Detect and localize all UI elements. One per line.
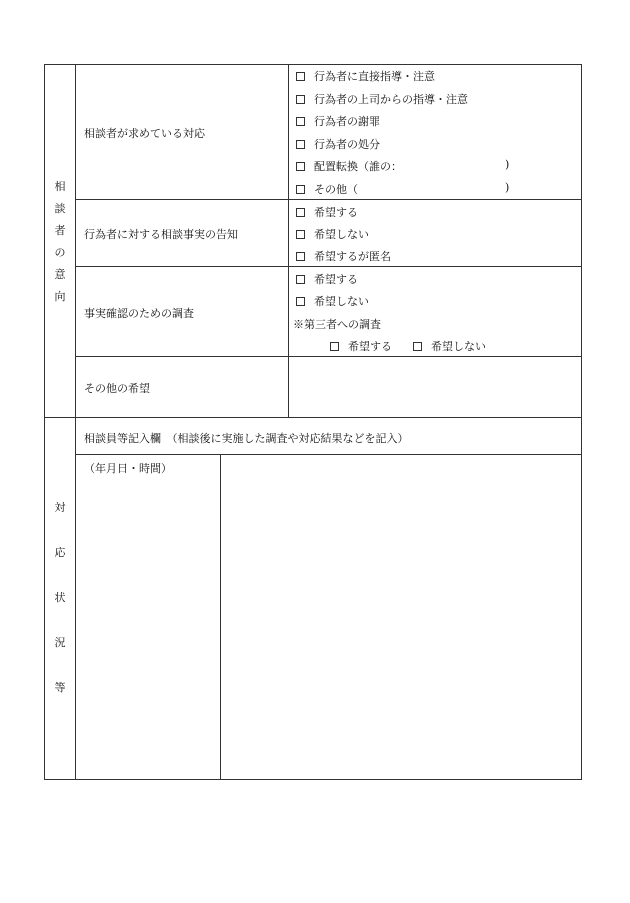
counselor-notes-header: 相談員等記入欄 （相談後に実施した調査や対応結果などを記入） — [84, 432, 409, 445]
vchar: 相 — [54, 180, 66, 193]
date-time-field[interactable] — [76, 476, 219, 777]
notify-offender-label: 行為者に対する相談事実の告知 — [84, 228, 238, 241]
checkbox[interactable] — [296, 208, 305, 217]
checkbox[interactable] — [296, 230, 305, 239]
checkbox[interactable] — [330, 342, 339, 351]
other-close-paren: ) — [505, 181, 510, 194]
option-reassignment[interactable]: 配置転換（誰の： — [296, 158, 402, 174]
row-divider-2 — [75, 266, 581, 267]
checkbox[interactable] — [296, 72, 305, 81]
investigation-label: 事実確認のための調査 — [84, 307, 194, 320]
response-status-label — [54, 502, 66, 693]
checkbox[interactable] — [296, 140, 305, 149]
checkbox[interactable] — [296, 117, 305, 126]
checkbox[interactable] — [413, 342, 422, 351]
third-party-option-yes[interactable]: 希望する — [330, 338, 392, 354]
option-apology[interactable]: 行為者の謝罪 — [296, 113, 380, 129]
other-wishes-field[interactable] — [289, 357, 580, 416]
checkbox[interactable] — [296, 95, 305, 104]
vchar: 対 — [54, 501, 66, 514]
vchar: 者 — [54, 224, 66, 237]
response-notes-field[interactable] — [221, 455, 579, 777]
row-divider-1 — [75, 199, 581, 200]
section-divider — [44, 417, 581, 418]
checkbox[interactable] — [296, 252, 305, 261]
vchar: の — [54, 246, 66, 259]
option-disciplinary[interactable]: 行為者の処分 — [296, 136, 380, 152]
requested-response-label: 相談者が求めている対応 — [84, 127, 205, 140]
vchar: 談 — [54, 202, 66, 215]
notify-option-yes[interactable]: 希望する — [296, 204, 358, 220]
notify-option-no[interactable]: 希望しない — [296, 226, 369, 242]
vchar: 応 — [54, 546, 66, 559]
option-supervisor-guidance[interactable]: 行為者の上司からの指導・注意 — [296, 91, 468, 107]
vchar: 意 — [54, 268, 66, 281]
vchar: 況 — [54, 636, 66, 649]
vchar: 状 — [54, 591, 66, 604]
vchar: 向 — [54, 290, 66, 303]
checkbox[interactable] — [296, 162, 305, 171]
other-wishes-label: その他の希望 — [84, 382, 150, 395]
checkbox[interactable] — [296, 185, 305, 194]
vchar: 等 — [54, 681, 66, 694]
investigation-option-no[interactable]: 希望しない — [296, 293, 369, 309]
reassignment-close-paren: ) — [505, 158, 510, 171]
third-party-note: ※第三者への調査 — [293, 318, 381, 331]
third-party-option-no[interactable]: 希望しない — [413, 338, 486, 354]
date-time-label: （年月日・時間） — [84, 462, 172, 475]
checkbox[interactable] — [296, 297, 305, 306]
option-other[interactable]: その他（ — [296, 181, 358, 197]
notify-option-anonymous[interactable]: 希望するが匿名 — [296, 248, 391, 264]
investigation-option-yes[interactable]: 希望する — [296, 271, 358, 287]
checkbox[interactable] — [296, 275, 305, 284]
option-direct-guidance[interactable]: 行為者に直接指導・注意 — [296, 68, 435, 84]
consultee-intent-label — [54, 181, 66, 302]
